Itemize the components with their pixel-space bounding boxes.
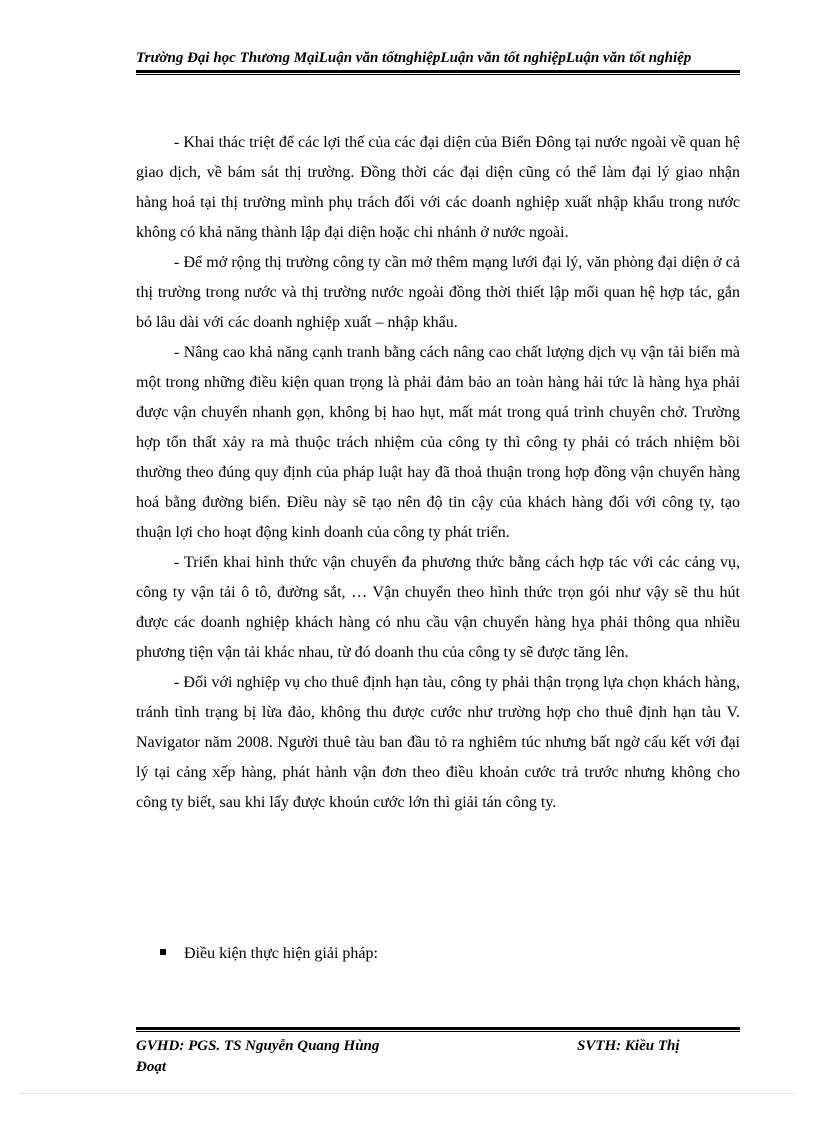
advisor-name: GVHD: PGS. TS Nguyễn Quang Hùng [136, 1038, 380, 1054]
footer-rule [136, 1027, 740, 1032]
paragraph: - Đối với nghiệp vụ cho thuê định hạn tàu, công ty phải thận trọng lựa chọn khách hàng, tránh tình trạng bị lừa đảo, không thu được cước như trường hợp cho thuê định hạn tàu V. Navigator năm 2008. Người thuê tàu ban đầu tỏ ra nghiêm túc nhưng bất ngờ cấu kết với đại lý tại cảng xếp hàng, phát hành vận đơn theo điều khoản cước trả trước nhưng không cho công ty biết, sau khi lấy được khoún cước lớn thì giải tán công ty. [136, 674, 740, 811]
paragraph: - Khai thác triệt để các lợi thế của các đại diện của Biển Đông tại nước ngoài về quan hệ giao dịch, về bám sát thị trường. Đồng thời các đại diện cũng có thể làm đại lý giao nhận hàng hoá tại thị trường mình phụ trách đối với các doanh nghiệp xuất nhập khẩu trong nước không có khả năng thành lập đại diện hoặc chi nhánh ở nước ngoài. [136, 134, 740, 241]
paragraph: - Để mở rộng thị trường công ty cần mở thêm mạng lưới đại lý, văn phòng đại diện ở cả thị trường trong nước và thị trường nước ngoài đồng thời thiết lập mối quan hệ hợp tác, gắn bó lâu dài với các doanh nghiệp xuất – nhập khẩu. [136, 254, 740, 331]
student-name-continued: Đoạt [136, 1059, 166, 1075]
bullet-text: Điều kiện thực hiện giải pháp: [184, 945, 378, 962]
body-text [136, 128, 740, 818]
paragraph: - Triển khai hình thức vận chuyển đa phương thức bằng cách hợp tác với các cảng vụ, công ty vận tải ô tô, đường sắt, … Vận chuyển theo hình thức trọn gói như vậy sẽ thu hút được các doanh nghiệp khách hàng có nhu cầu vận chuyển hàng hỵa phải thông qua nhiều phương tiện vận tải khác nhau, từ đó doanh thu của công ty sẽ được tăng lên. [136, 554, 740, 661]
paragraph: - Nâng cao khả năng cạnh tranh bằng cách nâng cao chất lượng dịch vụ vận tải biển mà một trong những điều kiện quan trọng là phải đảm bảo an toàn hàng hải tức là hàng hỵa phải được vận chuyển nhanh gọn, không bị hao hụt, mất mát trong quá trình chuyên chở. Trường hợp tổn thất xảy ra mà thuộc trách nhiệm của công ty thì công ty phải có trách nhiệm bồi thường theo đúng quy định của pháp luật hay đã thoả thuận trong hợp đồng vận chuyển hàng hoá bằng đường biển. Điều này sẽ tạo nên độ tin cậy của khách hàng đối với công ty, tạo thuận lợi cho hoạt động kinh doanh của công ty phát triển. [136, 344, 740, 541]
student-name: SVTH: Kiều Thị [577, 1038, 680, 1054]
header-rule [136, 70, 740, 75]
square-bullet-icon [160, 949, 166, 955]
page-header: Trường Đại học Thương MạiLuận văn tốtnghiệpLuận văn tốt nghiệpLuận văn tốt nghiệp [136, 50, 692, 66]
bullet-item [160, 939, 378, 969]
page-edge-divider [20, 1093, 796, 1094]
